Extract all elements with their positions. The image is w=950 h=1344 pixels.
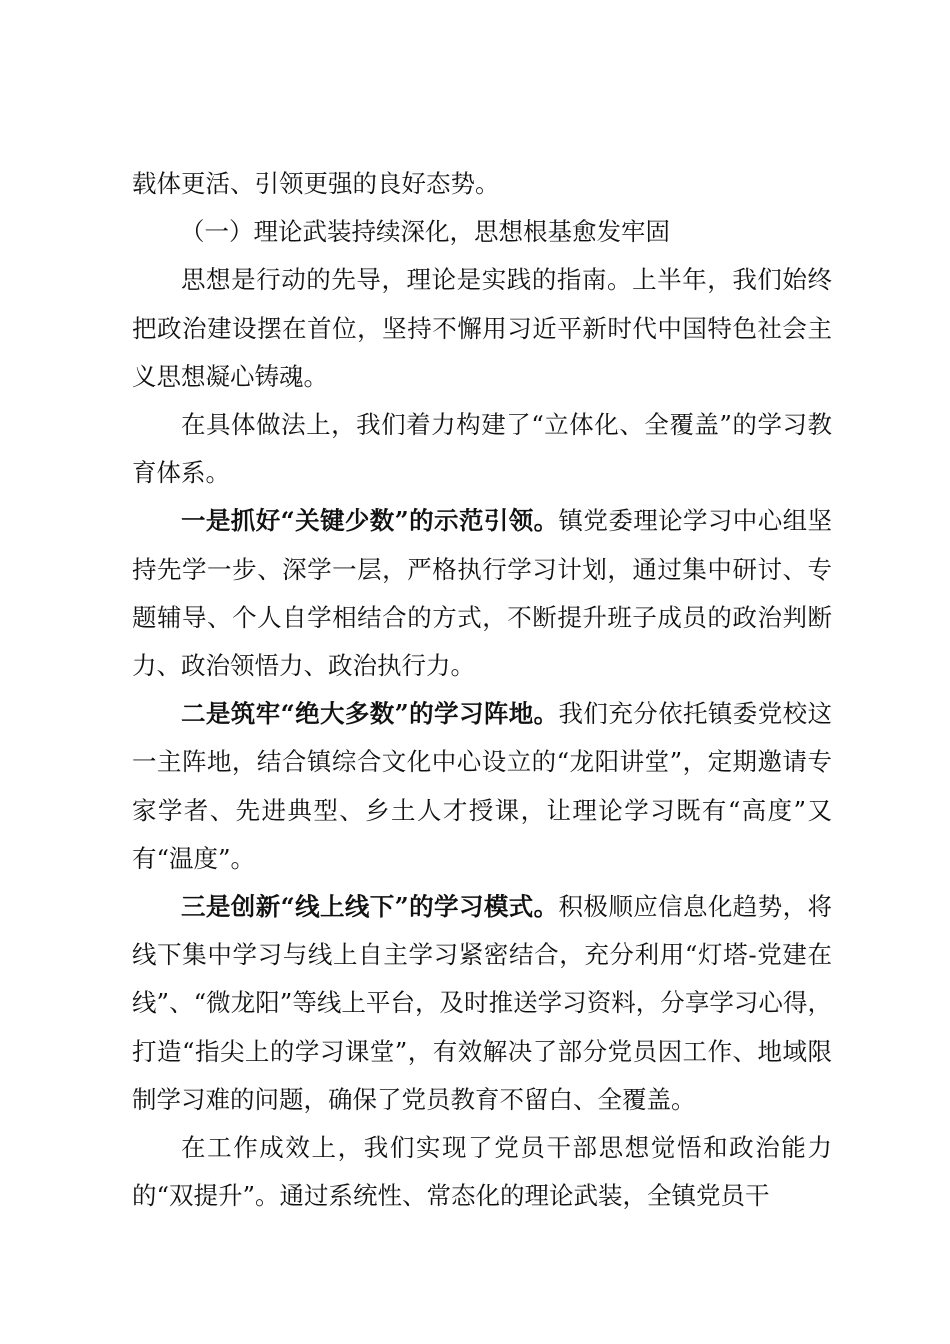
paragraph: [132, 1124, 832, 1220]
paragraph: [132, 401, 832, 497]
paragraph-text: 载体更活、引领更强的良好态势。: [132, 169, 500, 198]
paragraph-text: 在工作成效上，我们实现了党员干部思想觉悟和政治能力的“双提升”。通过系统性、常态化的理论武装，全镇党员干: [132, 1133, 832, 1211]
paragraph-point-three: [132, 883, 832, 1124]
paragraph-lead: 二是筑牢“绝大多数”的学习阵地。: [181, 699, 559, 729]
paragraph-point-two: [132, 690, 832, 883]
paragraph-text: 镇党委理论学习中心组坚持先学一步、深学一层，严格执行学习计划，通过集中研讨、专题辅导、个人自学相结合的方式，不断提升班子成员的政治判断力、政治领悟力、政治执行力。: [132, 506, 832, 681]
section-heading-text: （一）理论武装持续深化，思想根基愈发牢固: [180, 217, 670, 247]
paragraph-point-one: [132, 497, 832, 690]
document-page: [132, 160, 832, 1220]
paragraph-text: 我们充分依托镇委党校这一主阵地，结合镇综合文化中心设立的“龙阳讲堂”，定期邀请专家学者、先进典型、乡土人才授课，让理论学习既有“高度”又有“温度”。: [132, 699, 832, 873]
paragraph-text: 思想是行动的先导，理论是实践的指南。上半年，我们始终把政治建设摆在首位，坚持不懈用习近平新时代中国特色社会主义思想凝心铸魂。: [132, 265, 832, 391]
paragraph-text: 积极顺应信息化趋势，将线下集中学习与线上自主学习紧密结合，充分利用“灯塔-党建在线”、“微龙阳”等线上平台，及时推送学习资料，分享学习心得，打造“指尖上的学习课堂”，有效解决了部分党员因工作、地域限制学习难的问题，确保了党员教育不留白、全覆盖。: [132, 892, 832, 1114]
paragraph-lead: 一是抓好“关键少数”的示范引领。: [181, 506, 559, 536]
paragraph-lead: 三是创新“线上线下”的学习模式。: [181, 892, 559, 922]
paragraph-text: 在具体做法上，我们着力构建了“立体化、全覆盖”的学习教育体系。: [132, 410, 832, 488]
paragraph: [132, 256, 832, 401]
section-heading: [132, 208, 832, 256]
paragraph-continuation: [132, 160, 832, 208]
